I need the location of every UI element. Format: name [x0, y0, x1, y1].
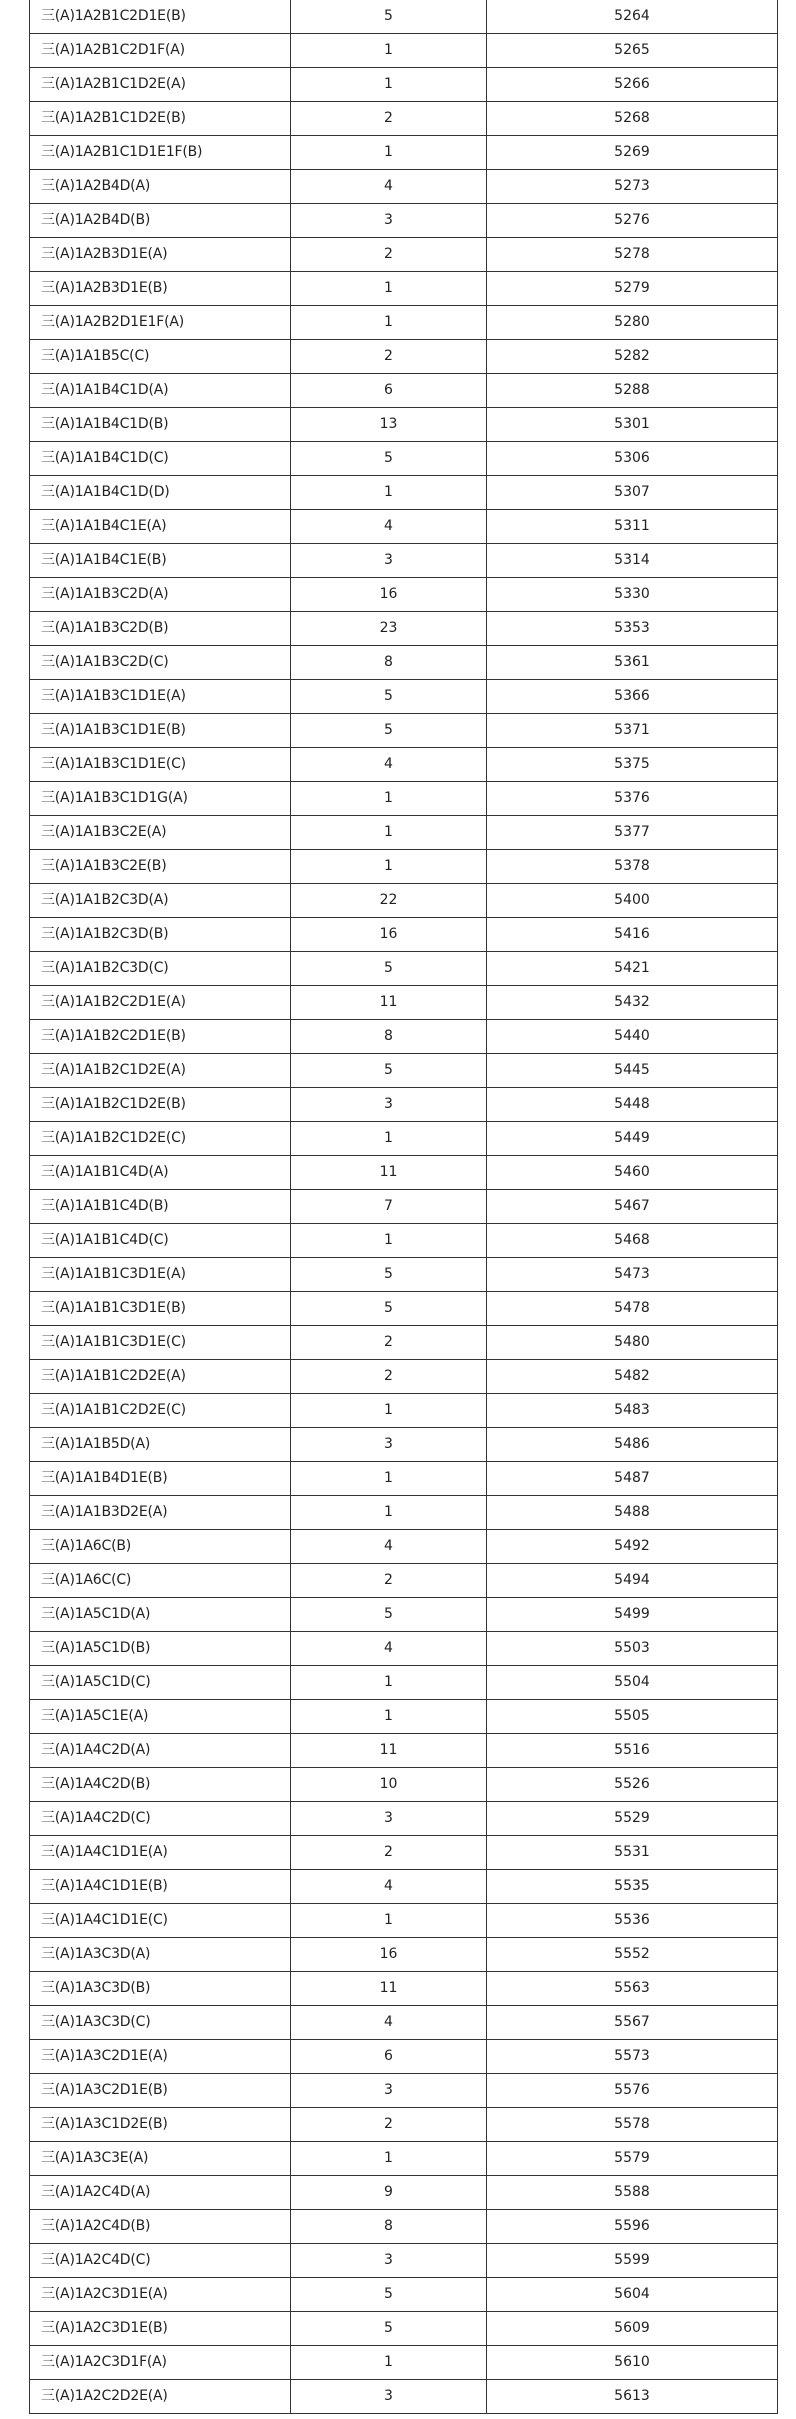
cumulative-cell: 5482 — [487, 1360, 778, 1394]
count-cell: 1 — [291, 2346, 487, 2380]
count-cell: 8 — [291, 2210, 487, 2244]
count-cell: 2 — [291, 340, 487, 374]
code-cell: 三(A)1A1B3C1D1E(C) — [30, 748, 291, 782]
cumulative-cell: 5604 — [487, 2278, 778, 2312]
count-cell: 3 — [291, 544, 487, 578]
table-row — [30, 1904, 778, 1938]
cumulative-cell: 5609 — [487, 2312, 778, 2346]
cumulative-cell: 5494 — [487, 1564, 778, 1598]
cumulative-cell: 5276 — [487, 204, 778, 238]
table-row — [30, 204, 778, 238]
code-cell: 三(A)1A4C1D1E(A) — [30, 1836, 291, 1870]
table-row — [30, 2346, 778, 2380]
count-cell: 2 — [291, 1836, 487, 1870]
code-cell: 三(A)1A6C(B) — [30, 1530, 291, 1564]
count-cell: 7 — [291, 1190, 487, 1224]
table-row — [30, 408, 778, 442]
code-cell: 三(A)1A1B2C3D(B) — [30, 918, 291, 952]
table-row — [30, 1054, 778, 1088]
cumulative-cell: 5488 — [487, 1496, 778, 1530]
count-cell: 1 — [291, 1394, 487, 1428]
table-row — [30, 986, 778, 1020]
code-cell: 三(A)1A2B4D(A) — [30, 170, 291, 204]
table-row — [30, 510, 778, 544]
count-cell: 1 — [291, 1904, 487, 1938]
code-cell: 三(A)1A1B4C1D(A) — [30, 374, 291, 408]
cumulative-cell: 5552 — [487, 1938, 778, 1972]
count-cell: 5 — [291, 714, 487, 748]
code-cell: 三(A)1A1B1C2D2E(C) — [30, 1394, 291, 1428]
code-cell: 三(A)1A3C1D2E(B) — [30, 2108, 291, 2142]
code-cell: 三(A)1A1B3C1D1G(A) — [30, 782, 291, 816]
cumulative-cell: 5421 — [487, 952, 778, 986]
code-cell: 三(A)1A4C2D(B) — [30, 1768, 291, 1802]
table-row — [30, 238, 778, 272]
count-cell: 3 — [291, 2244, 487, 2278]
cumulative-cell: 5504 — [487, 1666, 778, 1700]
code-cell: 三(A)1A1B4C1D(B) — [30, 408, 291, 442]
code-cell: 三(A)1A1B4C1E(A) — [30, 510, 291, 544]
table-row — [30, 1870, 778, 1904]
cumulative-cell: 5400 — [487, 884, 778, 918]
code-cell: 三(A)1A2C3D1E(B) — [30, 2312, 291, 2346]
count-cell: 5 — [291, 442, 487, 476]
count-cell: 3 — [291, 1088, 487, 1122]
code-cell: 三(A)1A4C1D1E(B) — [30, 1870, 291, 1904]
cumulative-cell: 5280 — [487, 306, 778, 340]
cumulative-cell: 5467 — [487, 1190, 778, 1224]
count-cell: 3 — [291, 2074, 487, 2108]
count-cell: 2 — [291, 1360, 487, 1394]
code-cell: 三(A)1A5C1E(A) — [30, 1700, 291, 1734]
cumulative-cell: 5535 — [487, 1870, 778, 1904]
count-cell: 1 — [291, 1496, 487, 1530]
code-cell: 三(A)1A1B4C1E(B) — [30, 544, 291, 578]
table-row — [30, 0, 778, 34]
count-cell: 11 — [291, 1734, 487, 1768]
count-cell: 2 — [291, 102, 487, 136]
table-row — [30, 1972, 778, 2006]
count-cell: 22 — [291, 884, 487, 918]
cumulative-cell: 5278 — [487, 238, 778, 272]
count-cell: 3 — [291, 2380, 487, 2414]
code-cell: 三(A)1A2B4D(B) — [30, 204, 291, 238]
cumulative-cell: 5596 — [487, 2210, 778, 2244]
table-row — [30, 816, 778, 850]
table-row — [30, 2142, 778, 2176]
count-cell: 1 — [291, 34, 487, 68]
table-row — [30, 680, 778, 714]
code-cell: 三(A)1A3C3D(C) — [30, 2006, 291, 2040]
table-row — [30, 170, 778, 204]
count-cell: 1 — [291, 816, 487, 850]
count-cell: 5 — [291, 680, 487, 714]
cumulative-cell: 5361 — [487, 646, 778, 680]
table-row — [30, 1020, 778, 1054]
cumulative-cell: 5536 — [487, 1904, 778, 1938]
count-cell: 5 — [291, 1598, 487, 1632]
count-cell: 5 — [291, 1258, 487, 1292]
count-cell: 1 — [291, 782, 487, 816]
count-cell: 1 — [291, 68, 487, 102]
code-cell: 三(A)1A1B2C1D2E(B) — [30, 1088, 291, 1122]
table-row — [30, 1598, 778, 1632]
table-row — [30, 1632, 778, 1666]
code-cell: 三(A)1A3C3D(A) — [30, 1938, 291, 1972]
count-cell: 1 — [291, 272, 487, 306]
table-row — [30, 2176, 778, 2210]
cumulative-cell: 5307 — [487, 476, 778, 510]
table-row — [30, 1666, 778, 1700]
cumulative-cell: 5526 — [487, 1768, 778, 1802]
count-cell: 1 — [291, 1122, 487, 1156]
code-cell: 三(A)1A1B3C1D1E(B) — [30, 714, 291, 748]
table-row — [30, 612, 778, 646]
code-cell: 三(A)1A1B3C1D1E(A) — [30, 680, 291, 714]
data-table-container — [29, 0, 774, 2414]
code-cell: 三(A)1A5C1D(B) — [30, 1632, 291, 1666]
cumulative-cell: 5440 — [487, 1020, 778, 1054]
table-row — [30, 1734, 778, 1768]
cumulative-cell: 5416 — [487, 918, 778, 952]
cumulative-cell: 5377 — [487, 816, 778, 850]
cumulative-cell: 5301 — [487, 408, 778, 442]
count-cell: 23 — [291, 612, 487, 646]
table-row — [30, 2210, 778, 2244]
code-cell: 三(A)1A1B2C1D2E(C) — [30, 1122, 291, 1156]
cumulative-cell: 5282 — [487, 340, 778, 374]
code-cell: 三(A)1A2B1C2D1F(A) — [30, 34, 291, 68]
table-row — [30, 442, 778, 476]
table-row — [30, 476, 778, 510]
code-cell: 三(A)1A1B4C1D(D) — [30, 476, 291, 510]
cumulative-cell: 5376 — [487, 782, 778, 816]
code-cell: 三(A)1A1B2C2D1E(B) — [30, 1020, 291, 1054]
table-row — [30, 1802, 778, 1836]
table-row — [30, 1156, 778, 1190]
count-cell: 1 — [291, 1666, 487, 1700]
table-row — [30, 1292, 778, 1326]
table-row — [30, 1122, 778, 1156]
cumulative-cell: 5599 — [487, 2244, 778, 2278]
cumulative-cell: 5445 — [487, 1054, 778, 1088]
cumulative-cell: 5264 — [487, 0, 778, 34]
code-cell: 三(A)1A1B1C2D2E(A) — [30, 1360, 291, 1394]
count-cell: 3 — [291, 204, 487, 238]
cumulative-cell: 5371 — [487, 714, 778, 748]
count-cell: 1 — [291, 1700, 487, 1734]
code-cell: 三(A)1A2C4D(A) — [30, 2176, 291, 2210]
count-cell: 11 — [291, 1156, 487, 1190]
table-row — [30, 1768, 778, 1802]
cumulative-cell: 5486 — [487, 1428, 778, 1462]
code-cell: 三(A)1A2B1C2D1E(B) — [30, 0, 291, 34]
count-cell: 11 — [291, 1972, 487, 2006]
cumulative-cell: 5448 — [487, 1088, 778, 1122]
code-cell: 三(A)1A1B1C3D1E(C) — [30, 1326, 291, 1360]
table-row — [30, 544, 778, 578]
cumulative-cell: 5375 — [487, 748, 778, 782]
count-cell: 1 — [291, 1224, 487, 1258]
code-cell: 三(A)1A2C4D(C) — [30, 2244, 291, 2278]
count-cell: 4 — [291, 510, 487, 544]
code-cell: 三(A)1A2B1C1D1E1F(B) — [30, 136, 291, 170]
cumulative-cell: 5610 — [487, 2346, 778, 2380]
cumulative-cell: 5306 — [487, 442, 778, 476]
table-body — [30, 0, 778, 2414]
count-cell: 4 — [291, 2006, 487, 2040]
table-row — [30, 2006, 778, 2040]
table-row — [30, 2380, 778, 2414]
table-row — [30, 1326, 778, 1360]
code-cell: 三(A)1A2B1C1D2E(A) — [30, 68, 291, 102]
code-cell: 三(A)1A1B4C1D(C) — [30, 442, 291, 476]
count-cell: 8 — [291, 1020, 487, 1054]
code-cell: 三(A)1A2B3D1E(A) — [30, 238, 291, 272]
cumulative-cell: 5314 — [487, 544, 778, 578]
table-row — [30, 850, 778, 884]
table-row — [30, 1938, 778, 1972]
count-cell: 8 — [291, 646, 487, 680]
cumulative-cell: 5311 — [487, 510, 778, 544]
code-cell: 三(A)1A1B2C3D(A) — [30, 884, 291, 918]
table-row — [30, 1258, 778, 1292]
count-cell: 11 — [291, 986, 487, 1020]
cumulative-cell: 5499 — [487, 1598, 778, 1632]
code-cell: 三(A)1A1B1C4D(B) — [30, 1190, 291, 1224]
code-cell: 三(A)1A2B3D1E(B) — [30, 272, 291, 306]
cumulative-cell: 5492 — [487, 1530, 778, 1564]
count-cell: 4 — [291, 748, 487, 782]
cumulative-cell: 5529 — [487, 1802, 778, 1836]
table-row — [30, 340, 778, 374]
table-row — [30, 374, 778, 408]
cumulative-cell: 5505 — [487, 1700, 778, 1734]
code-cell: 三(A)1A1B3C2D(C) — [30, 646, 291, 680]
cumulative-cell: 5613 — [487, 2380, 778, 2414]
count-cell: 3 — [291, 1428, 487, 1462]
count-cell: 16 — [291, 1938, 487, 1972]
cumulative-cell: 5567 — [487, 2006, 778, 2040]
code-cell: 三(A)1A1B5D(A) — [30, 1428, 291, 1462]
count-cell: 16 — [291, 918, 487, 952]
code-cell: 三(A)1A2C2D2E(A) — [30, 2380, 291, 2414]
table-row — [30, 1836, 778, 1870]
table-row — [30, 714, 778, 748]
count-cell: 5 — [291, 1054, 487, 1088]
cumulative-cell: 5563 — [487, 1972, 778, 2006]
cumulative-cell: 5279 — [487, 272, 778, 306]
count-cell: 6 — [291, 2040, 487, 2074]
count-cell: 16 — [291, 578, 487, 612]
count-cell: 6 — [291, 374, 487, 408]
cumulative-cell: 5516 — [487, 1734, 778, 1768]
cumulative-cell: 5449 — [487, 1122, 778, 1156]
code-cell: 三(A)1A3C3E(A) — [30, 2142, 291, 2176]
count-cell: 9 — [291, 2176, 487, 2210]
table-row — [30, 68, 778, 102]
code-cell: 三(A)1A3C2D1E(A) — [30, 2040, 291, 2074]
code-cell: 三(A)1A1B3C2D(B) — [30, 612, 291, 646]
cumulative-cell: 5578 — [487, 2108, 778, 2142]
cumulative-cell: 5432 — [487, 986, 778, 1020]
cumulative-cell: 5353 — [487, 612, 778, 646]
count-cell: 4 — [291, 1632, 487, 1666]
count-cell: 4 — [291, 1530, 487, 1564]
table-row — [30, 1530, 778, 1564]
cumulative-cell: 5366 — [487, 680, 778, 714]
code-cell: 三(A)1A1B4D1E(B) — [30, 1462, 291, 1496]
code-cell: 三(A)1A2B2D1E1F(A) — [30, 306, 291, 340]
cumulative-cell: 5473 — [487, 1258, 778, 1292]
code-cell: 三(A)1A5C1D(C) — [30, 1666, 291, 1700]
cumulative-cell: 5269 — [487, 136, 778, 170]
cumulative-cell: 5487 — [487, 1462, 778, 1496]
table-row — [30, 1462, 778, 1496]
table-row — [30, 272, 778, 306]
code-cell: 三(A)1A1B3C2E(B) — [30, 850, 291, 884]
code-cell: 三(A)1A3C2D1E(B) — [30, 2074, 291, 2108]
cumulative-cell: 5460 — [487, 1156, 778, 1190]
table-row — [30, 782, 778, 816]
table-row — [30, 2312, 778, 2346]
count-cell: 3 — [291, 1802, 487, 1836]
code-cell: 三(A)1A1B3C2D(A) — [30, 578, 291, 612]
table-row — [30, 2244, 778, 2278]
cumulative-cell: 5265 — [487, 34, 778, 68]
cumulative-cell: 5576 — [487, 2074, 778, 2108]
table-row — [30, 952, 778, 986]
table-row — [30, 1190, 778, 1224]
code-cell: 三(A)1A6C(C) — [30, 1564, 291, 1598]
code-cell: 三(A)1A1B1C4D(A) — [30, 1156, 291, 1190]
cumulative-cell: 5468 — [487, 1224, 778, 1258]
count-cell: 4 — [291, 170, 487, 204]
cumulative-cell: 5330 — [487, 578, 778, 612]
code-cell: 三(A)1A5C1D(A) — [30, 1598, 291, 1632]
table-row — [30, 2040, 778, 2074]
code-cell: 三(A)1A2C3D1E(A) — [30, 2278, 291, 2312]
code-cell: 三(A)1A1B2C1D2E(A) — [30, 1054, 291, 1088]
count-cell: 5 — [291, 2312, 487, 2346]
cumulative-cell: 5268 — [487, 102, 778, 136]
code-cell: 三(A)1A1B2C2D1E(A) — [30, 986, 291, 1020]
code-cell: 三(A)1A2C3D1F(A) — [30, 2346, 291, 2380]
table-row — [30, 102, 778, 136]
count-cell: 2 — [291, 1326, 487, 1360]
code-cell: 三(A)1A4C1D1E(C) — [30, 1904, 291, 1938]
count-cell: 1 — [291, 2142, 487, 2176]
table-row — [30, 748, 778, 782]
table-row — [30, 646, 778, 680]
table-row — [30, 1224, 778, 1258]
cumulative-cell: 5503 — [487, 1632, 778, 1666]
code-cell: 三(A)1A4C2D(C) — [30, 1802, 291, 1836]
table-row — [30, 918, 778, 952]
code-cell: 三(A)1A1B1C3D1E(B) — [30, 1292, 291, 1326]
code-cell: 三(A)1A1B3C2E(A) — [30, 816, 291, 850]
table-row — [30, 1088, 778, 1122]
table-row — [30, 34, 778, 68]
count-cell: 1 — [291, 476, 487, 510]
cumulative-cell: 5378 — [487, 850, 778, 884]
data-table — [29, 0, 778, 2414]
count-cell: 5 — [291, 0, 487, 34]
count-cell: 10 — [291, 1768, 487, 1802]
count-cell: 13 — [291, 408, 487, 442]
count-cell: 2 — [291, 1564, 487, 1598]
table-row — [30, 2074, 778, 2108]
table-row — [30, 1394, 778, 1428]
cumulative-cell: 5531 — [487, 1836, 778, 1870]
table-row — [30, 2278, 778, 2312]
cumulative-cell: 5579 — [487, 2142, 778, 2176]
count-cell: 2 — [291, 2108, 487, 2142]
count-cell: 4 — [291, 1870, 487, 1904]
table-row — [30, 306, 778, 340]
count-cell: 2 — [291, 238, 487, 272]
code-cell: 三(A)1A2C4D(B) — [30, 2210, 291, 2244]
code-cell: 三(A)1A4C2D(A) — [30, 1734, 291, 1768]
table-row — [30, 1360, 778, 1394]
table-row — [30, 1428, 778, 1462]
cumulative-cell: 5273 — [487, 170, 778, 204]
table-row — [30, 2108, 778, 2142]
code-cell: 三(A)1A1B5C(C) — [30, 340, 291, 374]
table-row — [30, 578, 778, 612]
count-cell: 5 — [291, 1292, 487, 1326]
count-cell: 1 — [291, 136, 487, 170]
cumulative-cell: 5288 — [487, 374, 778, 408]
code-cell: 三(A)1A1B1C4D(C) — [30, 1224, 291, 1258]
code-cell: 三(A)1A1B2C3D(C) — [30, 952, 291, 986]
code-cell: 三(A)1A1B1C3D1E(A) — [30, 1258, 291, 1292]
table-row — [30, 1700, 778, 1734]
count-cell: 5 — [291, 952, 487, 986]
table-row — [30, 884, 778, 918]
cumulative-cell: 5478 — [487, 1292, 778, 1326]
code-cell: 三(A)1A1B3D2E(A) — [30, 1496, 291, 1530]
table-row — [30, 1496, 778, 1530]
code-cell: 三(A)1A3C3D(B) — [30, 1972, 291, 2006]
table-row — [30, 136, 778, 170]
table-row — [30, 1564, 778, 1598]
cumulative-cell: 5480 — [487, 1326, 778, 1360]
cumulative-cell: 5573 — [487, 2040, 778, 2074]
count-cell: 1 — [291, 306, 487, 340]
cumulative-cell: 5483 — [487, 1394, 778, 1428]
count-cell: 1 — [291, 1462, 487, 1496]
code-cell: 三(A)1A2B1C1D2E(B) — [30, 102, 291, 136]
cumulative-cell: 5266 — [487, 68, 778, 102]
count-cell: 1 — [291, 850, 487, 884]
cumulative-cell: 5588 — [487, 2176, 778, 2210]
count-cell: 5 — [291, 2278, 487, 2312]
